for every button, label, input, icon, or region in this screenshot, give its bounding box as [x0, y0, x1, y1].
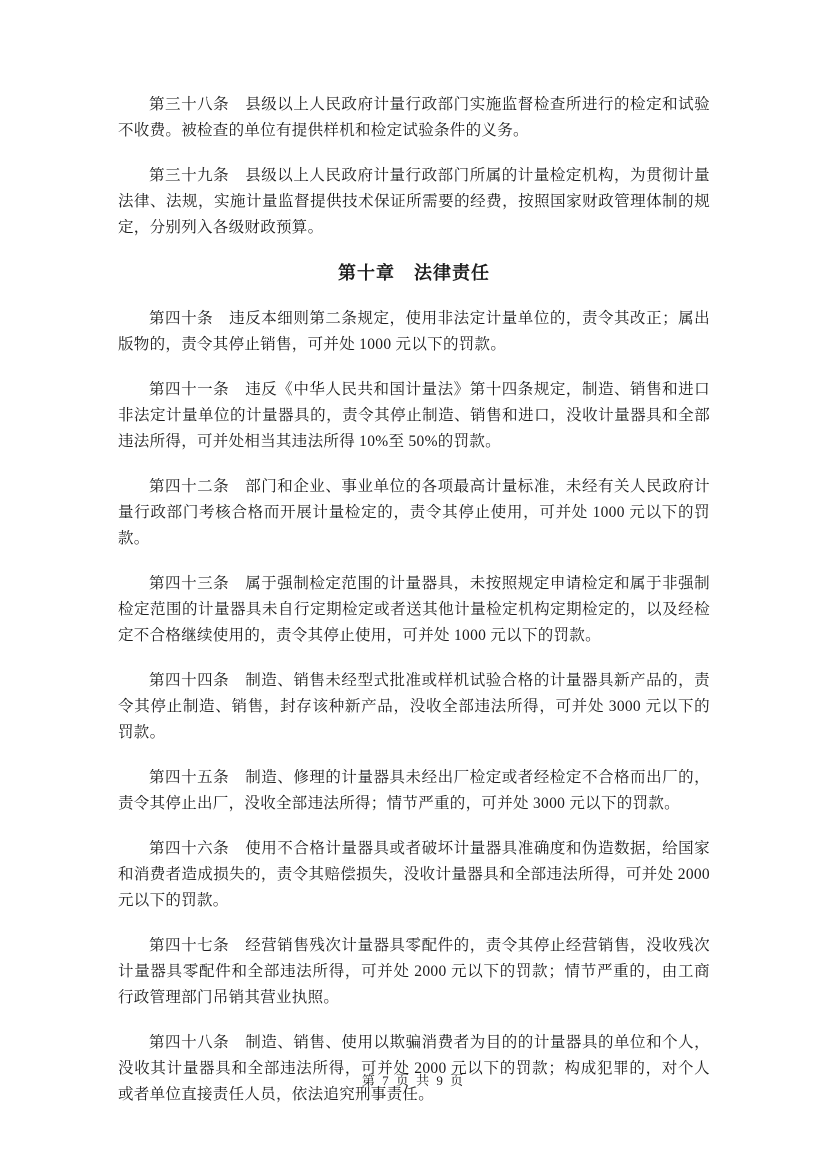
chapter-heading: 第十章 法律责任: [338, 263, 490, 283]
paragraph-article-41: 第四十一条 违反《中华人民共和国计量法》第十四条规定，制造、销售和进口非法定计量单位的计量器具的，责令其停止制造、销售和进口，没收计量器具和全部违法所得，可并处相当其违法所得 10%至 50%的罚款。: [118, 381, 710, 450]
paragraph-article-45: 第四十五条 制造、修理的计量器具未经出厂检定或者经检定不合格而出厂的，责令其停止出厂，没收全部违法所得；情节严重的，可并处 3000 元以下的罚款。: [118, 769, 710, 812]
document-body: [118, 92, 710, 1127]
paragraph-article-43: 第四十三条 属于强制检定范围的计量器具，未按照规定申请检定和属于非强制检定范围的计量器具未自行定期检定或者送其他计量检定机构定期检定的，以及经检定不合格继续使用的，责令其停止使用，可并处 1000 元以下的罚款。: [118, 575, 710, 644]
paragraph-article-42: 第四十二条 部门和企业、事业单位的各项最高计量标准，未经有关人民政府计量行政部门考核合格而开展计量检定的，责令其停止使用，可并处 1000 元以下的罚款。: [118, 478, 710, 547]
paragraph-article-47: 第四十七条 经营销售残次计量器具零配件的，责令其停止经营销售，没收残次计量器具零配件和全部违法所得，可并处 2000 元以下的罚款；情节严重的，由工商行政管理部门吊销其营业执照。: [118, 937, 710, 1006]
paragraph-article-38: 第三十八条 县级以上人民政府计量行政部门实施监督检查所进行的检定和试验不收费。被检查的单位有提供样机和检定试验条件的义务。: [118, 96, 710, 139]
paragraph-article-44: 第四十四条 制造、销售未经型式批准或样机试验合格的计量器具新产品的，责令其停止制造、销售，封存该种新产品，没收全部违法所得，可并处 3000 元以下的罚款。: [118, 672, 710, 741]
page-footer: [0, 1072, 827, 1090]
paragraph-article-48: 第四十八条 制造、销售、使用以欺骗消费者为目的的计量器具的单位和个人，没收其计量器具和全部违法所得，可并处 2000 元以下的罚款；构成犯罪的，对个人或者单位直接责任人员，依法追究刑事责任。: [118, 1034, 710, 1103]
paragraph-article-40: 第四十条 违反本细则第二条规定，使用非法定计量单位的，责令其改正；属出版物的，责令其停止销售，可并处 1000 元以下的罚款。: [118, 310, 710, 353]
paragraph-article-39: 第三十九条 县级以上人民政府计量行政部门所属的计量检定机构，为贯彻计量法律、法规，实施计量监督提供技术保证所需要的经费，按照国家财政管理体制的规定，分别列入各级财政预算。: [118, 167, 710, 236]
paragraph-article-46: 第四十六条 使用不合格计量器具或者破坏计量器具准确度和伪造数据，给国家和消费者造成损失的，责令其赔偿损失，没收计量器具和全部违法所得，可并处 2000 元以下的罚款。: [118, 840, 710, 909]
page-number-indicator: 第 7 页 共 9 页: [361, 1073, 466, 1088]
